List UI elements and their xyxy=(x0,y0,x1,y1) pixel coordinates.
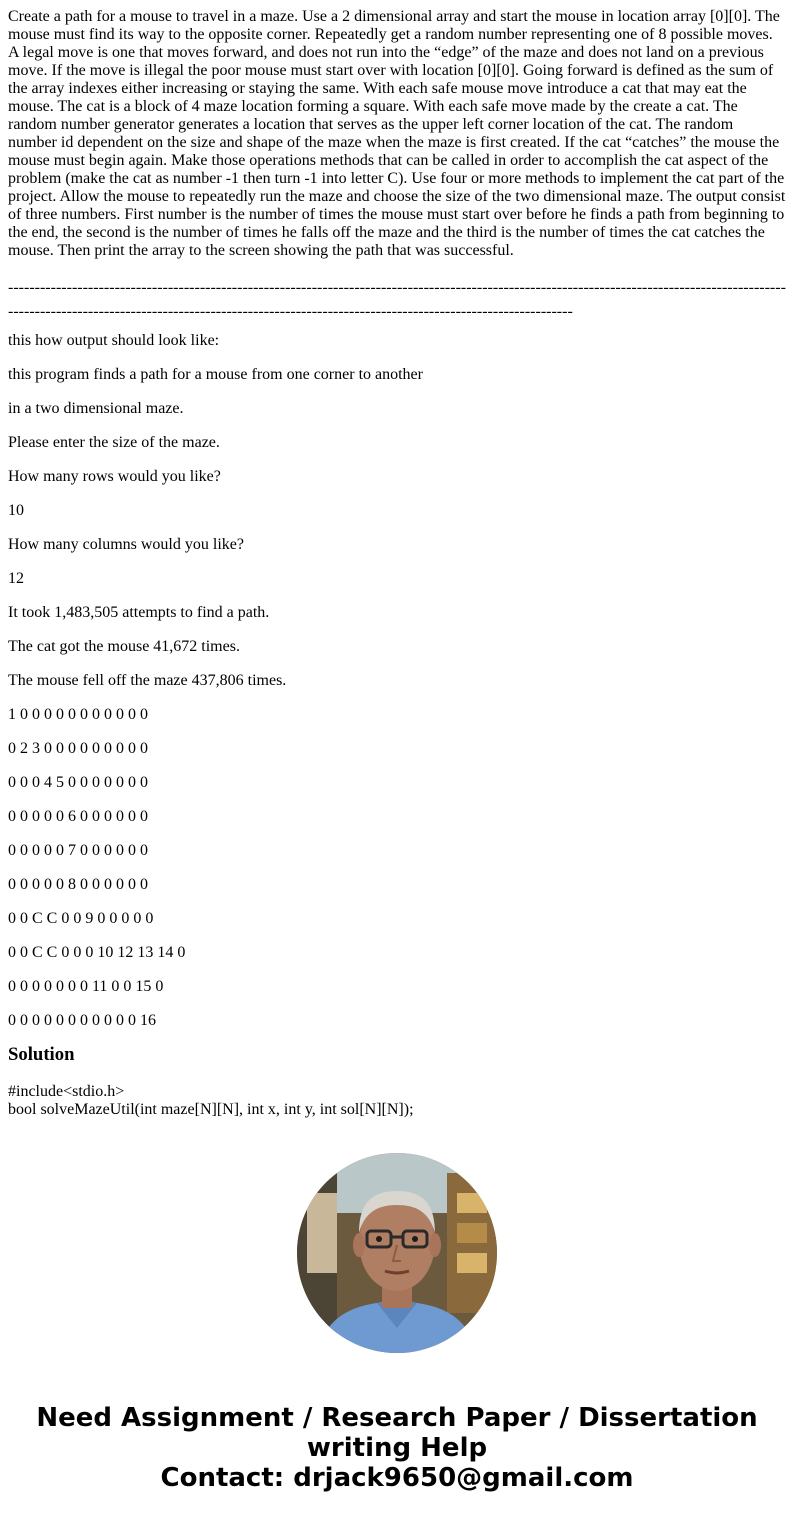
output-line: Please enter the size of the maze. xyxy=(8,434,220,451)
output-line: this how output should look like: xyxy=(8,332,220,349)
maze-row: 0 2 3 0 0 0 0 0 0 0 0 0 xyxy=(8,740,148,757)
banner-contact: Contact: drjack9650@gmail.com xyxy=(160,1463,634,1493)
author-portrait xyxy=(297,1153,497,1353)
banner-line: writing Help xyxy=(306,1433,488,1463)
maze-row: 0 0 0 0 0 0 0 11 0 0 15 0 xyxy=(8,978,164,995)
author-avatar xyxy=(297,1153,497,1353)
output-line: How many columns would you like? xyxy=(8,536,244,553)
output-line: 10 xyxy=(8,502,24,519)
output-line: The cat got the mouse 41,672 times. xyxy=(8,638,240,655)
solution-heading: Solution xyxy=(8,1044,75,1065)
output-line: 12 xyxy=(8,570,24,587)
maze-row: 0 0 0 0 0 8 0 0 0 0 0 0 xyxy=(8,876,148,893)
maze-row: 0 0 0 0 0 0 0 0 0 0 0 16 xyxy=(8,1012,156,1029)
maze-row: 0 0 0 4 5 0 0 0 0 0 0 0 xyxy=(8,774,148,791)
maze-row: 1 0 0 0 0 0 0 0 0 0 0 0 xyxy=(8,706,148,723)
divider-line: ------------------------------------------------------------------------------------------------------------------------------------------------------------------------------------------------------------------------------------------------------------ xyxy=(8,279,786,320)
output-line: It took 1,483,505 attempts to find a path. xyxy=(8,604,270,621)
maze-row: 0 0 0 0 0 6 0 0 0 0 0 0 xyxy=(8,808,148,825)
maze-row: 0 0 C C 0 0 9 0 0 0 0 0 xyxy=(8,910,154,927)
output-line: How many rows would you like? xyxy=(8,468,221,485)
banner-line: Need Assignment / Research Paper / Dissertation xyxy=(36,1403,758,1433)
output-line: The mouse fell off the maze 437,806 times. xyxy=(8,672,287,689)
maze-row: 0 0 C C 0 0 0 10 12 13 14 0 xyxy=(8,944,186,961)
output-line: this program finds a path for a mouse from one corner to another xyxy=(8,366,423,383)
solution-code xyxy=(8,1083,786,1119)
contact-banner xyxy=(0,1403,794,1493)
code-line: bool solveMazeUtil(int maze[N][N], int x, int y, int sol[N][N]); xyxy=(8,1101,414,1118)
document-body xyxy=(8,0,786,1119)
question-text: Create a path for a mouse to travel in a maze. Use a 2 dimensional array and start the mouse in location array [0][0]. The mouse must find its way to the opposite corner. Repeatedly get a random number representing one of 8 possible moves. A legal move is one that moves forward, and does not run into the “edge” of the maze and does not land on a previous move. If the move is illegal the poor mouse must start over with location [0][0]. Going forward is defined as the sum of the array indexes either increasing or staying the same. With each safe mouse move introduce a cat that may eat the mouse. The cat is a block of 4 maze location forming a square. With each safe move made by the create a cat. The random number generator generates a location that serves as the upper left corner location of the cat. The random number id dependent on the size and shape of the maze when the maze is first created. If the cat “catches” the mouse the mouse must begin again. Make those operations methods that can be called in order to accomplish the cat aspect of the problem (make the cat as number -1 then turn -1 into letter C). Use four or more methods to implement the cat part of the project. Allow the mouse to repeatedly run the maze and choose the size of the two dimensional maze. The output consist of three numbers. First number is the number of times the mouse must start over before he finds a path from beginning to the end, the second is the number of times he falls off the maze and the third is the number of times the cat catches the mouse. Then print the array to the screen showing the path that was successful. xyxy=(8,8,786,259)
code-line: #include<stdio.h> xyxy=(8,1083,125,1100)
output-line: in a two dimensional maze. xyxy=(8,400,184,417)
maze-row: 0 0 0 0 0 7 0 0 0 0 0 0 xyxy=(8,842,148,859)
sample-output xyxy=(8,324,786,1030)
